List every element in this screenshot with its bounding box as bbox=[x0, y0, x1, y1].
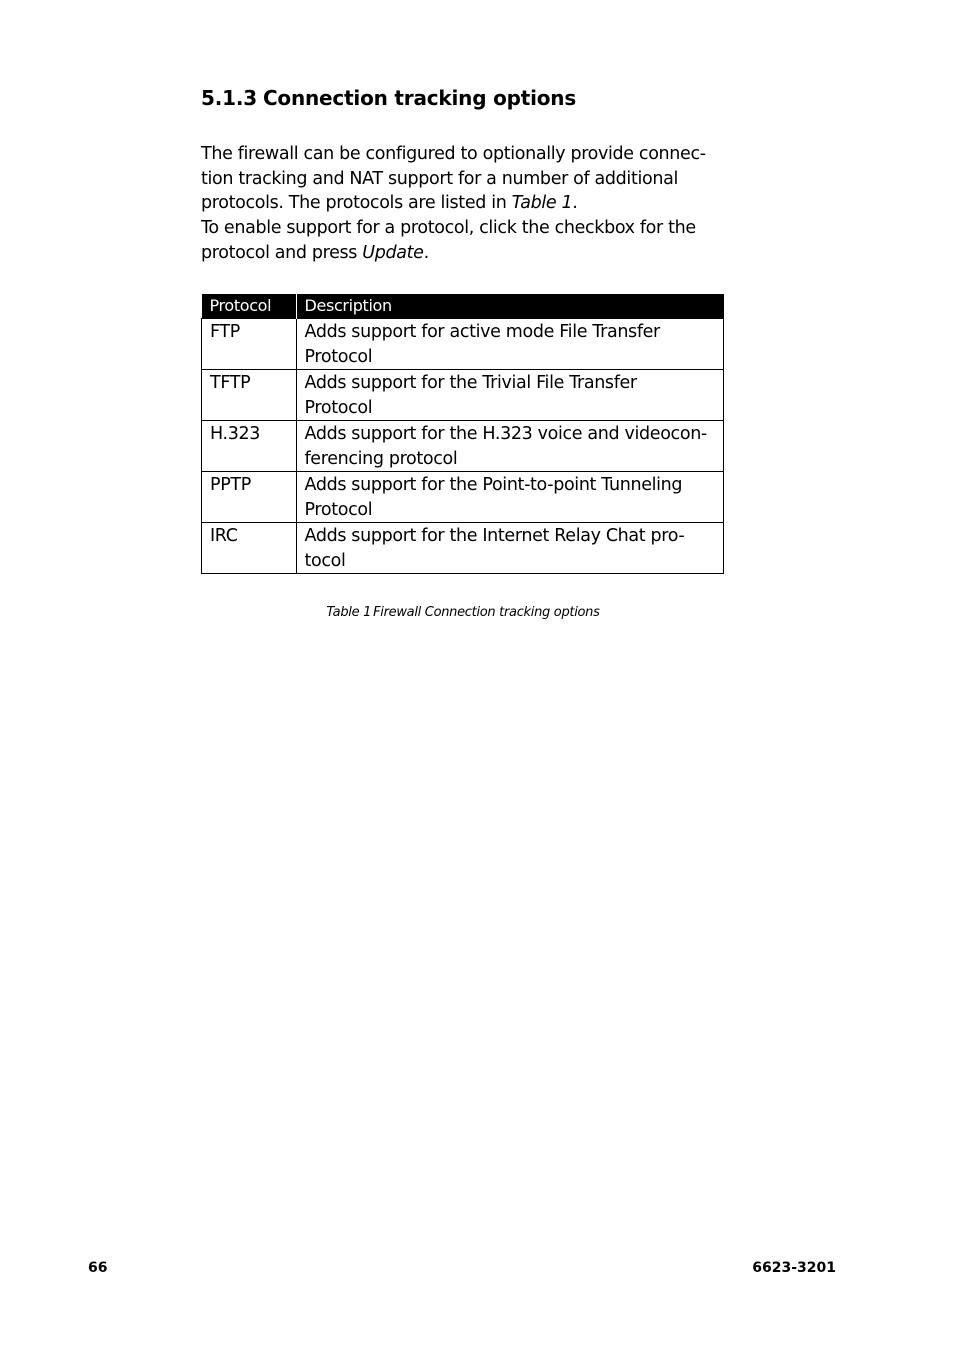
page-number: 66 bbox=[88, 1260, 108, 1276]
description-cell bbox=[296, 472, 724, 523]
intro-text: protocols. The protocols are listed in bbox=[201, 193, 512, 214]
protocol-cell: IRC bbox=[202, 523, 297, 574]
table-caption bbox=[0, 604, 926, 622]
caption-label: Table 1 bbox=[326, 605, 372, 620]
header-description: Description bbox=[296, 294, 724, 319]
section-heading bbox=[201, 84, 576, 112]
table-header-row bbox=[202, 294, 724, 319]
intro-line bbox=[201, 241, 721, 266]
description-cell bbox=[296, 319, 724, 370]
intro-text: . bbox=[423, 242, 429, 263]
protocol-cell: H.323 bbox=[202, 421, 297, 472]
description-line: Protocol bbox=[304, 499, 373, 520]
table-row bbox=[202, 319, 724, 370]
protocol-cell: TFTP bbox=[202, 370, 297, 421]
description-line: ferencing protocol bbox=[304, 448, 458, 469]
description-line: Protocol bbox=[304, 346, 373, 367]
description-line: tocol bbox=[304, 550, 346, 571]
section-number: 5.1.3 bbox=[201, 86, 257, 110]
description-cell bbox=[296, 523, 724, 574]
protocol-cell: FTP bbox=[202, 319, 297, 370]
description-line: Adds support for the Point-to-point Tunneling bbox=[304, 475, 683, 495]
caption-text: Firewall Connection tracking options bbox=[373, 605, 600, 620]
intro-line: To enable support for a protocol, click the checkbox for the bbox=[201, 218, 696, 239]
table-row bbox=[202, 421, 724, 472]
protocol-table bbox=[201, 294, 724, 574]
table-row bbox=[202, 370, 724, 421]
table-reference: Table 1 bbox=[511, 193, 573, 214]
update-reference: Update bbox=[362, 242, 424, 263]
intro-line bbox=[201, 191, 721, 216]
section-title: Connection tracking options bbox=[262, 86, 577, 110]
protocol-cell: PPTP bbox=[202, 472, 297, 523]
description-cell bbox=[296, 421, 724, 472]
intro-text: . bbox=[572, 193, 578, 214]
intro-line: The firewall can be configured to optionally provide connec- bbox=[201, 144, 706, 164]
header-protocol: Protocol bbox=[202, 294, 297, 319]
document-number: 6623-3201 bbox=[752, 1260, 836, 1276]
intro-text: protocol and press bbox=[201, 242, 363, 263]
description-line: Adds support for the H.323 voice and videocon- bbox=[304, 424, 707, 444]
table-row bbox=[202, 472, 724, 523]
description-line: Adds support for the Trivial File Transfer bbox=[304, 373, 637, 393]
intro-line: tion tracking and NAT support for a number of additional bbox=[201, 168, 678, 189]
description-line: Protocol bbox=[304, 397, 373, 418]
intro-paragraph bbox=[201, 142, 721, 266]
table-row bbox=[202, 523, 724, 574]
description-line: Adds support for the Internet Relay Chat pro- bbox=[304, 526, 685, 546]
description-cell bbox=[296, 370, 724, 421]
description-line: Adds support for active mode File Transfer bbox=[304, 322, 660, 342]
